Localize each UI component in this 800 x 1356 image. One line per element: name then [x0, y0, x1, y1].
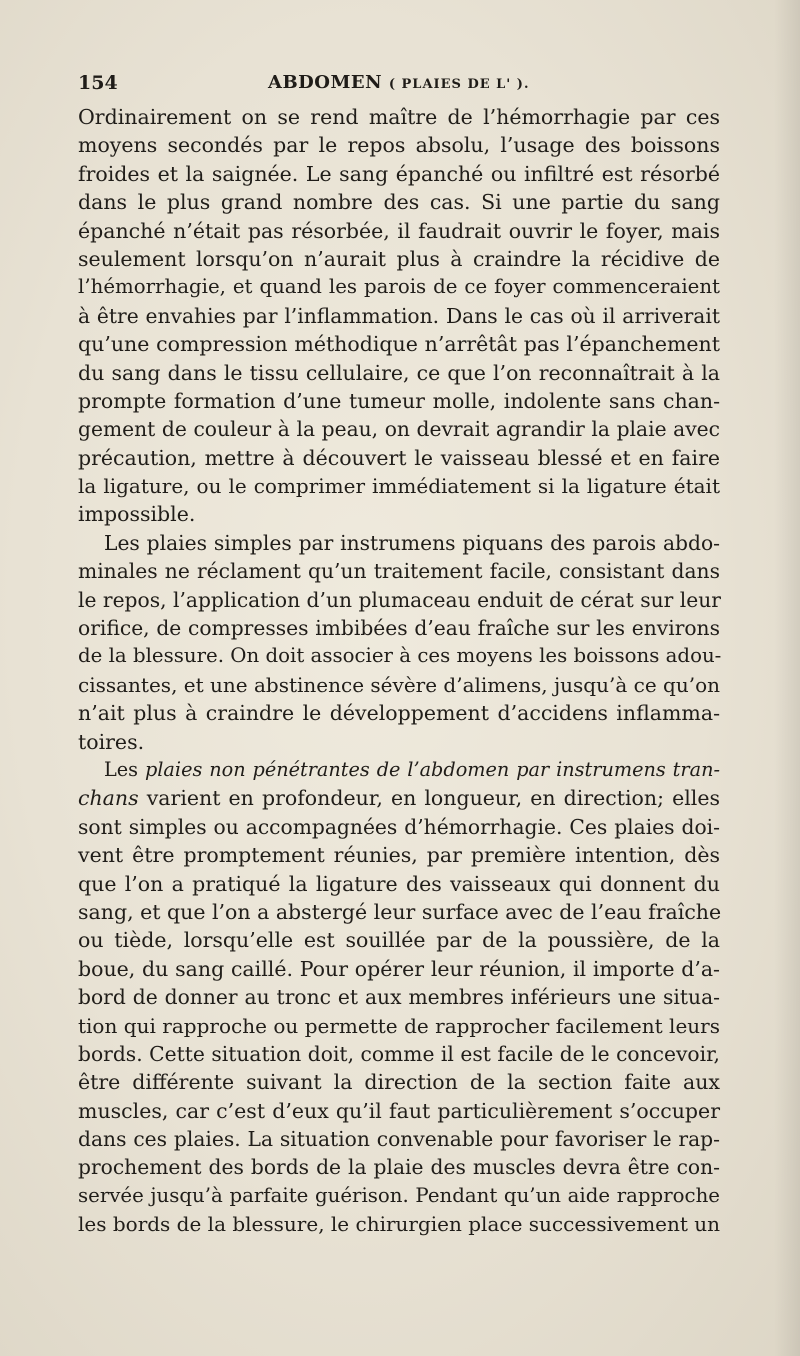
text-line: que l’on a pratiqué la ligature des vaisseaux qui donnent du — [78, 871, 720, 896]
text-line: sang, et que l’on a abstergé leur surface avec de l’eau fraîche — [78, 899, 722, 924]
text-line: seulement lorsqu’on n’aurait plus à craindre la récidive de — [78, 246, 720, 271]
text-line: le repos, l’application d’un plumaceau enduit de cérat sur leur — [78, 587, 721, 612]
text-line: prompte formation d’une tumeur molle, indolente sans chan- — [78, 388, 720, 413]
body-text — [78, 103, 720, 1239]
text-line: ou tiède, lorsqu’elle est souillée par de la poussière, de la — [78, 928, 720, 953]
text-line: du sang dans le tissu cellulaire, ce que l’on reconnaîtrait à la — [78, 360, 720, 385]
text-line: sont simples ou accompagnées d’hémorrhagie. Ces plaies doi- — [78, 814, 720, 839]
running-header — [78, 68, 718, 98]
text-line: précaution, mettre à découvert le vaisseau blessé et en faire — [78, 445, 720, 470]
paragraph-1 — [78, 103, 720, 529]
text-line — [78, 784, 720, 812]
text-line: l’hémorrhagie, et quand les parois de ce foyer commenceraient — [78, 275, 720, 299]
text-line: muscles, car c’est d’eux qu’il faut particulièrement s’occuper — [78, 1098, 720, 1123]
running-title-main: ABDOMEN — [268, 72, 383, 93]
text-line: prochement des bords de la plaie des muscles devra être con- — [78, 1155, 720, 1180]
text-line: vent être promptement réunies, par première intention, dès — [78, 843, 720, 868]
text-line: dans ces plaies. La situation convenable pour favoriser le rap- — [78, 1127, 720, 1152]
text-line: minales ne réclament qu’un traitement facile, consistant dans — [78, 559, 720, 584]
running-title-sub: ( PLAIES DE L' ). — [388, 77, 530, 92]
text-line: les bords de la blessure, le chirurgien place successivement un — [78, 1212, 721, 1237]
text-line: gement de couleur à la peau, on devrait agrandir la plaie avec — [78, 417, 720, 442]
text-line: boue, du sang caillé. Pour opérer leur réunion, il importe d’a- — [78, 956, 720, 981]
text-line: qu’une compression méthodique n’arrêtât pas l’épanchement — [78, 332, 720, 357]
text-line: servée jusqu’à parfaite guérison. Pendant qu’un aide rapproche — [78, 1183, 720, 1207]
page-number: 154 — [78, 72, 118, 94]
text-line: cissantes, et une abstinence sévère d’alimens, jusqu’à ce qu’on — [78, 672, 720, 697]
paragraph-2 — [78, 529, 720, 756]
running-title — [268, 72, 529, 93]
paragraph-3 — [78, 756, 720, 1239]
text-line: la ligature, ou le comprimer immédiatement si la ligature était — [78, 474, 720, 499]
text-line: à être envahies par l’inflammation. Dans le cas où il arriverait — [78, 303, 720, 328]
text-line: froides et la saignée. Le sang épanché ou infiltré est résorbé — [78, 161, 720, 186]
text-line: bord de donner au tronc et aux membres inférieurs une situa- — [78, 985, 720, 1010]
text-line: Ordinairement on se rend maître de l’hémorrhagie par ces — [78, 105, 720, 129]
text-line: moyens secondés par le repos absolu, l’usage des boissons — [78, 133, 720, 158]
text-line: toires. — [78, 729, 145, 754]
italic-phrase: plaies non pénétrantes de l’abdomen par instrumens tran- — [144, 757, 720, 781]
text-line: dans le plus grand nombre des cas. Si une partie du sang — [78, 190, 720, 215]
text-run: Les — [104, 757, 145, 781]
text-line: être différente suivant la direction de la section faite aux — [78, 1070, 720, 1095]
text-line: bords. Cette situation doit, comme il est facile de le concevoir, — [78, 1041, 720, 1066]
text-line — [78, 756, 720, 784]
text-line: Les plaies simples par instrumens piquans des parois abdo- — [104, 530, 720, 555]
text-line: impossible. — [78, 502, 196, 527]
text-line: tion qui rapproche ou permette de rapprocher facilement leurs — [78, 1013, 720, 1038]
italic-phrase: chans — [78, 786, 139, 811]
text-run: varient en profondeur, en longueur, en direction; elles — [138, 786, 720, 811]
text-line: épanché n’était pas résorbée, il faudrait ouvrir le foyer, mais — [78, 218, 720, 243]
text-line: orifice, de compresses imbibées d’eau fraîche sur les environs — [78, 616, 720, 641]
text-line: n’ait plus à craindre le développement d’accidens inflamma- — [78, 701, 720, 726]
text-line: de la blessure. On doit associer à ces moyens les boissons adou- — [78, 644, 722, 668]
